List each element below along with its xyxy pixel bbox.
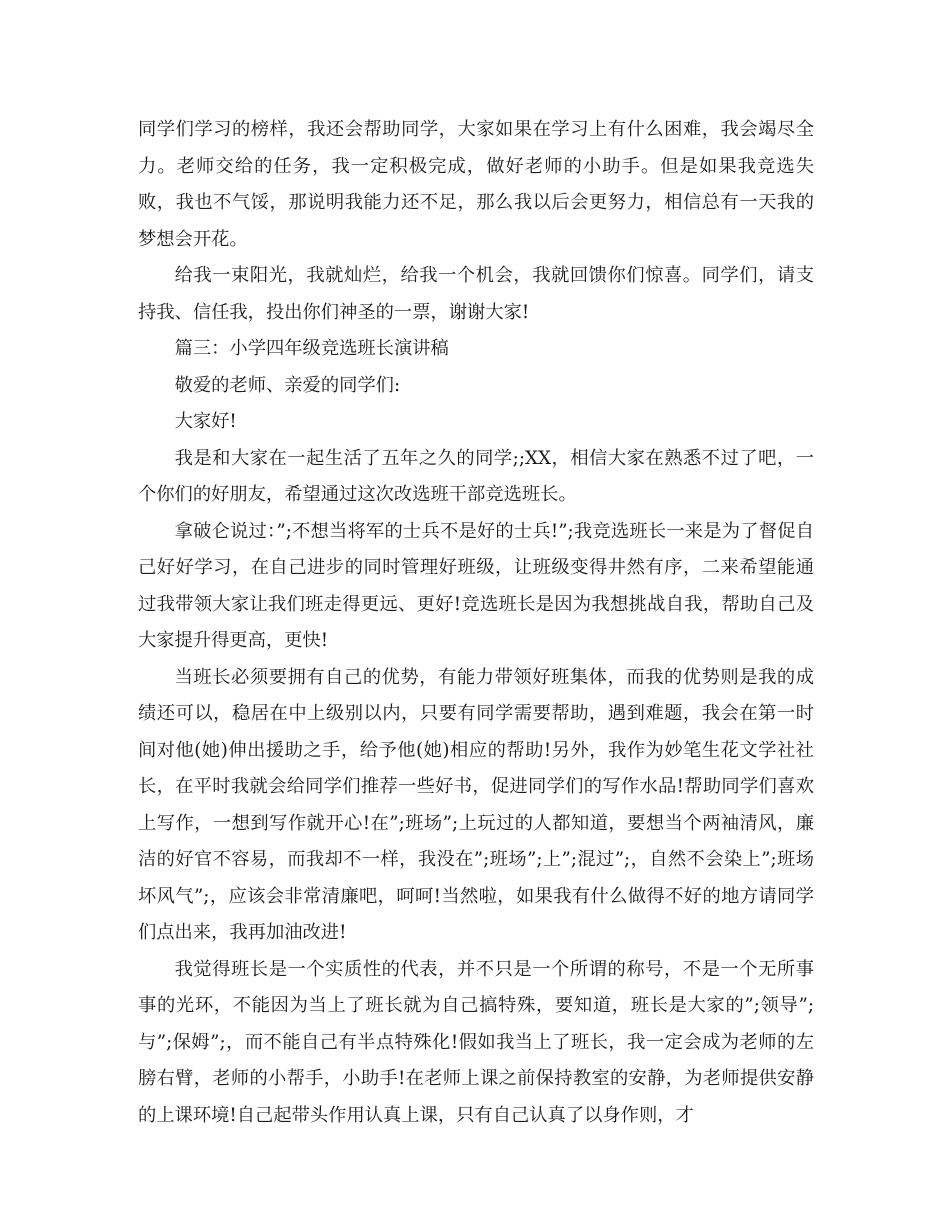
paragraph-monitor-role: 我觉得班长是一个实质性的代表，并不只是一个所谓的称号，不是一个无所事事的光环，不能因为当上了班长就为自己搞特殊，要知道，班长是大家的”;领导”;与”;保姆”;，而不能自己有半点特殊化!假如我当上了班长，我一定会成为老师的左膀右臂，老师的小帮手，小助手!在老师上课之前保持教室的安静，为老师提供安静的上课环境!自己起带头作用认真上课，只有自己认真了以身作则，才 xyxy=(138,958,814,1126)
paragraph-introduction: 我是和大家在一起生活了五年之久的同学;;XX，相信大家在熟悉不过了吧，一个你们的好朋友，希望通过这次改选班干部竞选班长。 xyxy=(138,447,814,505)
document-body xyxy=(138,112,814,1134)
salutation: 敬爱的老师、亲爱的同学们: xyxy=(174,374,401,396)
section-heading: 篇三：小学四年级竞选班长演讲稿 xyxy=(174,338,449,359)
greeting: 大家好! xyxy=(174,411,237,432)
paragraph-advantages: 当班长必须要拥有自己的优势，有能力带领好班集体，而我的优势则是我的成绩还可以，稳居在中上级别以内，只要有同学需要帮助，遇到难题，我会在第一时间对他(她)伸出援助之手，给予他(她)相应的帮助!另外，我作为妙笔生花文学社社长，在平时我就会给同学们推荐一些好书，促进同学们的写作水品!帮助同学们喜欢上写作，一想到写作就开心!在”;班场”;上玩过的人都知道，要想当个两袖清风，廉洁的好官不容易，而我却不一样，我没在”;班场”;上”;混过”;，自然不会染上”;班场坏风气”;，应该会非常清廉吧，呵呵!当然啦，如果我有什么做得不好的地方请同学们点出来，我再加油改进! xyxy=(138,666,814,943)
paragraph-closing-appeal: 给我一束阳光，我就灿烂，给我一个机会，我就回馈你们惊喜。同学们，请支持我、信任我，投出你们神圣的一票，谢谢大家! xyxy=(138,265,814,323)
paragraph-continuation: 同学们学习的榜样，我还会帮助同学，大家如果在学习上有什么困难，我会竭尽全力。老师交给的任务，我一定积极完成，做好老师的小助手。但是如果我竞选失败，我也不气馁，那说明我能力还不足，那么我以后会更努力，相信总有一天我的梦想会开花。 xyxy=(138,119,814,250)
paragraph-napoleon-quote: 拿破仑说过：”;不想当将军的士兵不是好的士兵!”;我竞选班长一来是为了督促自己好好学习，在自己进步的同时管理好班级，让班级变得井然有序，二来希望能通过我带领大家让我们班走得更远、更好!竞选班长是因为我想挑战自我，帮助自己及大家提升得更高，更快! xyxy=(138,520,814,651)
